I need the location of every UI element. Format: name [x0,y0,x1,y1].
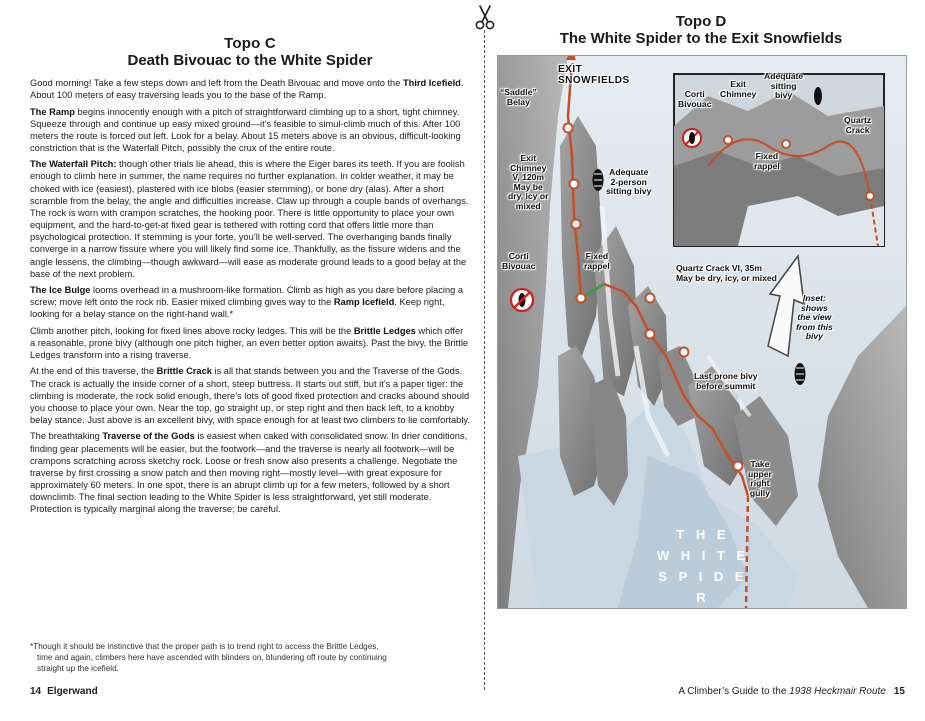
scissors-icon [474,4,496,30]
label-inset-exit-chimney: Exit Chimney [720,79,757,99]
paragraph-ramp: The Ramp begins innocently enough with a pitch of straightforward climbing up to a short, tight chimney. Squeeze through and continue up easy mixed ground—it’s feasible to simul-climb much of this. After 100 meters the route is forced out left. Look for a belay. About 15 meters above is an obvious, difficult-looking constriction that is the Waterfall Pitch, possibly the crux of the entire route. [30,106,461,153]
label-adequate-bivy: Adequate 2-person sitting bivy [606,167,652,197]
belay-saddle [564,124,573,133]
paragraph-waterfall-pitch: The Waterfall Pitch: though other trials lie ahead, this is where the Eiger bares its teeth. If you are foolish enough to climb here in summer, the name requires no further explanation. In colder weather, it may be choked with ice (easiest), plastered with ice blobs (easier stemming), or bone dry (alas). After a short scramble from the belay, the angle and difficulties increase. Claw up through a couple bands of overhangs. The rock is worn with crampon scratches, the hooking poor. There is little opportunity to place your own equipment, and the hard-to-get-at fixed gear is tethered with rotting cord that offers little more than psychological protection. If stemming is your forte, you’ll be well-served. The overhanging bands finally converge in a narrow fissure where you will likely find some ice. Thankfully, as the fissure widens and the angle lessens, the climbing—though awkward—will ease as moderate ground leads to a good belay at the base of the next problem. [30,159,469,279]
left-topo-heading [30,35,470,69]
belay-5 [646,294,655,303]
paragraph-brittle-crack: At the end of this traverse, the Brittle Crack is all that stands between you and the Traverse of the Gods. The crack is actually the inside corner of a short, steep buttress. It starts out stiff, but it’s a paper tiger: the climbing is moderate, the rock solid enough, there’s lots of good fixed protection and cracks abound should you choose to place your own. Near the top, go straight up, or step right and then back left, to a knobby belay stance. Just above is an excellent bivy, with space enough for at least two climbers to lie comfortably. [30,366,470,425]
right-page-number: 15 [893,686,905,697]
paragraph-brittle-ledges: Climb another pitch, looking for fixed lines above rocky ledges. This will be the Brittle Ledges which offer a reasonable, prone bivy (although one pitch higher, an even better option awaits). Past the bivy, the Brittle Ledges transform into a rising traverse. [30,325,469,361]
label-quartz-crack: Quartz Crack VI, 35m May be dry, icy, or mixed [676,263,777,283]
inset-belay-2 [782,140,790,148]
label-inset-caption: Inset: shows the view from this bivy [796,293,833,342]
inset-belay-1 [724,136,732,144]
left-topo-label: Topo C [224,35,276,52]
right-topo-title: The White Spider to the Exit Snowfields [559,30,843,47]
right-topo-label: Topo D [675,13,727,30]
belay-8 [734,462,743,471]
label-saddle-belay: “Saddle” Belay [500,87,537,107]
right-folio: A Climber’s Guide to the 1938 Heckmair Route 15 [678,686,905,697]
left-folio [30,686,98,697]
topo-map [497,55,907,609]
label-inset-adequate: Adequate sitting bivy [764,71,804,101]
label-exit-chimney: Exit Chimney V, 120m May be dry, icy or mixed [508,153,549,211]
label-last-bivy: Last prone bivy before summit [694,371,758,391]
belay-4 [577,294,586,303]
paragraph-third-icefield: Good morning! Take a few steps down and left from the Death Bivouac and move onto the Third Icefield. About 100 meters of easy traversing leads you to the base of the Ramp. [30,78,464,101]
left-page-number: 14 [30,686,42,697]
left-topo-title: Death Bivouac to the White Spider [127,52,373,69]
label-inset-corti: Corti Bivouac [678,89,712,109]
label-fixed-rappel: Fixed rappel [584,251,610,271]
cut-line [484,30,485,690]
label-exit-snowfields: EXIT SNOWFIELDS [558,64,630,86]
paragraph-traverse-of-the-gods: The breathtaking Traverse of the Gods is easiest when caked with consolidated snow. In drier conditions, finding gear placements will be easier, but the footwork—and the traverse is nearly all footwork—will be crampons scratching across sketchy rock. Loose or fresh snow also presents a challenge. Negotiate the traverse by first crossing a snow patch and then moving right—mostly level—with great exposure for approximately 60 meters. In one spot, there is an abrupt climb up for a few meters, followed by a short downclimb. The final section leading to the White Spider is less straightforward, yet still moderate. Protection is typically marginal along the traverse; be careful. [30,431,468,515]
inset-bivy-icon [814,87,822,105]
belay-2 [570,180,579,189]
belay-3 [572,220,581,229]
left-running-head: Elgerwand [47,686,98,697]
label-corti-bivouac: Corti Bivouac [502,251,536,271]
body-text [30,77,470,520]
label-take-gully: Take upper right gully [748,459,772,498]
inset-belay-3 [866,192,874,200]
label-inset-quartz: Quartz Crack [844,115,872,135]
label-inset-fixed-rappel: Fixed rappel [754,151,780,171]
belay-6 [646,330,655,339]
label-white-spider: T H E W H I T E S P I D E R [656,527,750,605]
belay-7 [680,348,689,357]
right-topo-heading [497,13,905,47]
footnote: *Though it should be instinctive that the proper path is to trend right to access the Brittle Ledges, time and again, climbers here have ascended with blinders on, blundering off route by continuing straight up the icefield. [30,642,387,673]
paragraph-ice-bulge: The Ice Bulge looms overhead in a mushroom-like formation. Climb as high as you dare before placing a screw; move left onto the rock rib. Easier mixed climbing gives way to the Ramp Icefield. Keep right, looking for a belay stance on the right-hand wall.* [30,285,464,320]
